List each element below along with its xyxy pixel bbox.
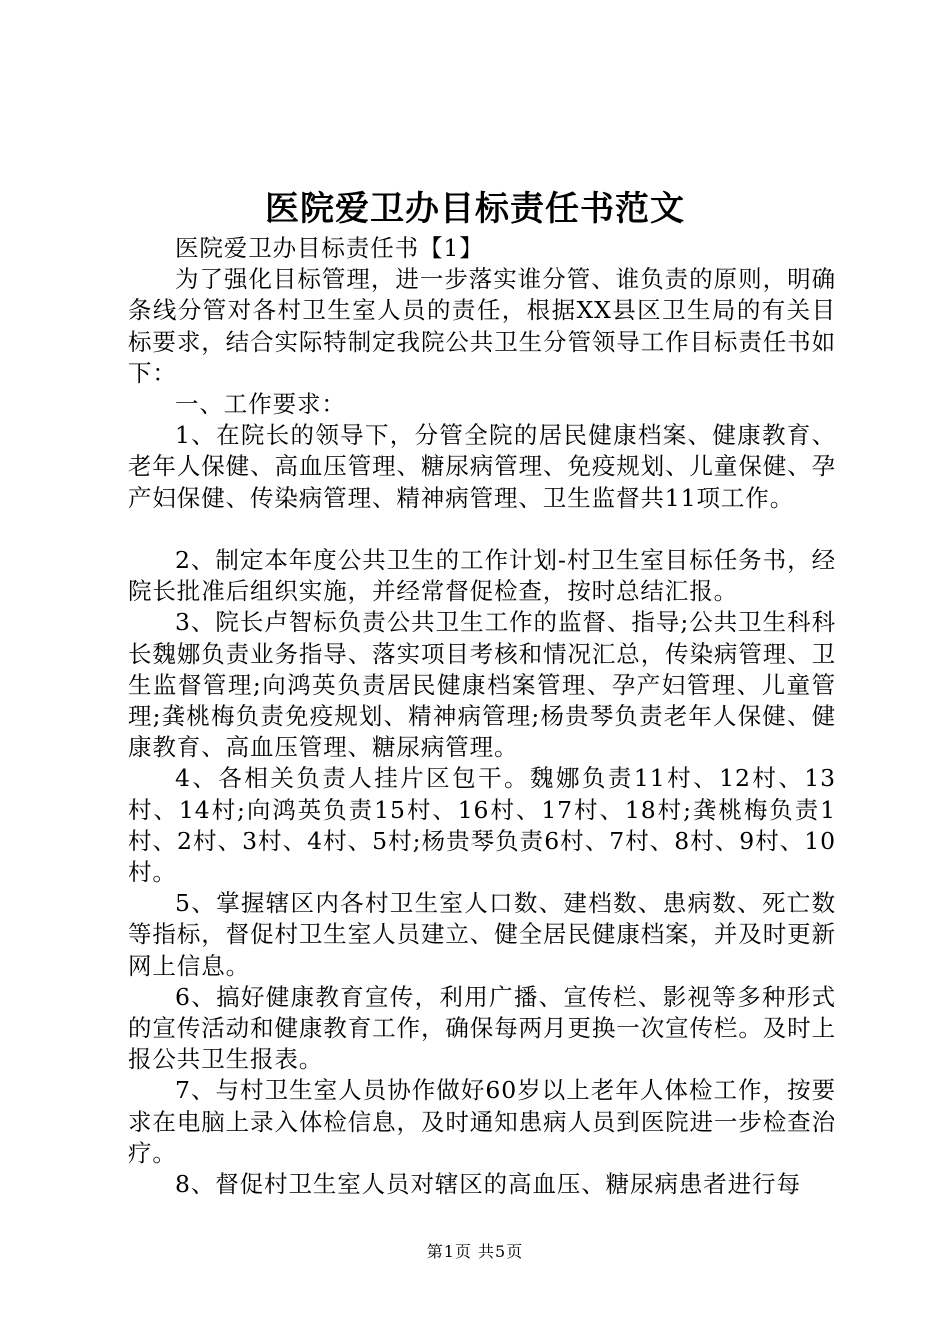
paragraph-item-1: 1、在院长的领导下，分管全院的居民健康档案、健康教育、老年人保健、高血压管理、糖尿病管理、免疫规划、儿童保健、孕产妇保健、传染病管理、精神病管理、卫生监督共11项工作。 — [128, 421, 836, 512]
paragraph-heading: 医院爱卫办目标责任书【1】 — [175, 234, 484, 262]
section-heading: 一、工作要求： — [175, 390, 346, 419]
paragraph-item-2: 2、制定本年度公共卫生的工作计划-村卫生室目标任务书，经院长批准后组织实施，并经常督促检查，按时总结汇报。 — [128, 546, 836, 606]
paragraph-item-7: 7、与村卫生室人员协作做好60岁以上老年人体检工作，按要求在电脑上录入体检信息，及时通知患病人员到医院进一步检查治疗。 — [128, 1076, 836, 1167]
page-number-footer: 第1页 共5页 — [426, 1242, 524, 1261]
paragraph-intro: 为了强化目标管理，进一步落实谁分管、谁负责的原则，明确条线分管对各村卫生室人员的责任，根据XX县区卫生局的有关目标要求，结合实际特制定我院公共卫生分管领导工作目标责任书如下： — [128, 265, 836, 387]
paragraph-item-4: 4、各相关负责人挂片区包干。魏娜负责11村、12村、13村、14村;向鸿英负责15村、16村、17村、18村;龚桃梅负责1村、2村、3村、4村、5村;杨贵琴负责6村、7村、8村、9村、10村。 — [128, 764, 836, 887]
paragraph-item-6: 6、搞好健康教育宣传，利用广播、宣传栏、影视等多种形式的宣传活动和健康教育工作，确保每两月更换一次宣传栏。及时上报公共卫生报表。 — [128, 982, 836, 1074]
paragraph-item-8: 8、督促村卫生室人员对辖区的高血压、糖尿病患者进行每 — [175, 1170, 801, 1199]
paragraph-item-5: 5、掌握辖区内各村卫生室人口数、建档数、患病数、死亡数等指标，督促村卫生室人员建立、健全居民健康档案，并及时更新网上信息。 — [128, 889, 836, 980]
document-title: 医院爱卫办目标责任书范文 — [265, 189, 685, 229]
document-body — [128, 233, 836, 1200]
paragraph-item-3: 3、院长卢智标负责公共卫生工作的监督、指导;公共卫生科科长魏娜负责业务指导、落实项目考核和情况汇总，传染病管理、卫生监督管理;向鸿英负责居民健康档案管理、孕产妇管理、儿童管理;龚桃梅负责免疫规划、精神病管理;杨贵琴负责老年人保健、健康教育、高血压管理、糖尿病管理。 — [128, 608, 836, 762]
